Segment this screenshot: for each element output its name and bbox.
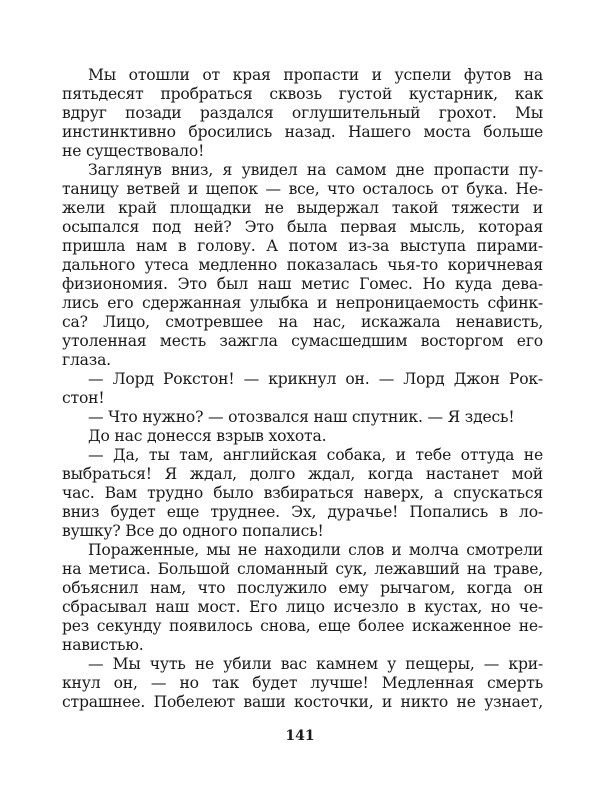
text-line: жели край площадки не выдержал такой тяжести и bbox=[62, 199, 543, 217]
text-line: кнул он, — но так будет лучше! Медленная смерть bbox=[62, 674, 543, 692]
text-line: на метиса. Большой сломанный сук, лежавший на траве, bbox=[62, 560, 543, 578]
text-line: навистью. bbox=[62, 636, 144, 654]
text-line: стон! bbox=[62, 389, 105, 407]
text-line: Заглянув вниз, я увидел на самом дне пропасти пу- bbox=[88, 161, 543, 179]
text-line: инстинктивно бросились назад. Нашего моста больше bbox=[62, 123, 543, 141]
page-number: 141 bbox=[285, 728, 315, 744]
text-line: вушку? Все до одного попались! bbox=[62, 522, 324, 540]
paragraph bbox=[62, 541, 543, 655]
text-line: осыпался под ней? Это была первая мысль, которая bbox=[62, 218, 543, 236]
text-line: — Что нужно? — отозвался наш спутник. — Я здесь! bbox=[88, 408, 515, 426]
text-line: пятьдесят пробраться сквозь густой кустарник, как bbox=[62, 85, 543, 103]
text-line: До нас донесся взрыв хохота. bbox=[88, 427, 327, 445]
text-line: глаза. bbox=[62, 351, 111, 369]
paragraph bbox=[62, 66, 543, 161]
text-line: рез секунду появилось снова, еще более искаженное не- bbox=[62, 617, 543, 635]
text-line: утоленная месть зажгла сумасшедшим восторгом его bbox=[62, 332, 543, 350]
page-text bbox=[62, 66, 543, 712]
text-line: вдруг позади раздался оглушительный грохот. Мы bbox=[62, 104, 543, 122]
text-line: са? Лицо, смотревшее на нас, искажала ненависть, bbox=[62, 313, 543, 331]
text-line: объяснил нам, что послужило ему рычагом, когда он bbox=[62, 579, 543, 597]
paragraph bbox=[62, 427, 543, 446]
text-line: не существовало! bbox=[62, 142, 205, 160]
text-line: сбрасывал наш мост. Его лицо исчезло в кустах, но че- bbox=[62, 598, 543, 616]
paragraph bbox=[62, 161, 543, 370]
text-line: страшнее. Побелеют ваши косточки, и никто не узнает, bbox=[62, 693, 543, 711]
text-line: лись его сдержанная улыбка и непроницаемость сфинк- bbox=[62, 294, 543, 312]
text-line: вниз будет еще труднее. Эх, дурачье! Попались в ло- bbox=[62, 503, 543, 521]
text-line: Мы отошли от края пропасти и успели футов на bbox=[88, 66, 543, 84]
text-line: час. Вам трудно было взбираться наверх, а спускаться bbox=[62, 484, 543, 502]
text-line: таницу ветвей и щепок — все, что осталось от бука. Не- bbox=[62, 180, 543, 198]
paragraph bbox=[62, 370, 543, 408]
text-line: пришла нам в голову. А потом из-за выступа пирами- bbox=[62, 237, 543, 255]
paragraph bbox=[62, 446, 543, 541]
text-line: — Лорд Рокстон! — крикнул он. — Лорд Джон Рок- bbox=[88, 370, 543, 388]
text-line: физиономия. Это был наш метис Гомес. Но куда дева- bbox=[62, 275, 543, 293]
text-line: выбраться! Я ждал, долго ждал, когда настанет мой bbox=[62, 465, 543, 483]
text-line: — Мы чуть не убили вас камнем у пещеры, — кри- bbox=[88, 655, 543, 673]
text-line: Пораженные, мы не находили слов и молча смотрели bbox=[88, 541, 543, 559]
text-line: — Да, ты там, английская собака, и тебе оттуда не bbox=[88, 446, 543, 464]
paragraph bbox=[62, 655, 543, 712]
paragraph bbox=[62, 408, 543, 427]
text-line: дального утеса медленно показалась чья-то коричневая bbox=[62, 256, 543, 274]
